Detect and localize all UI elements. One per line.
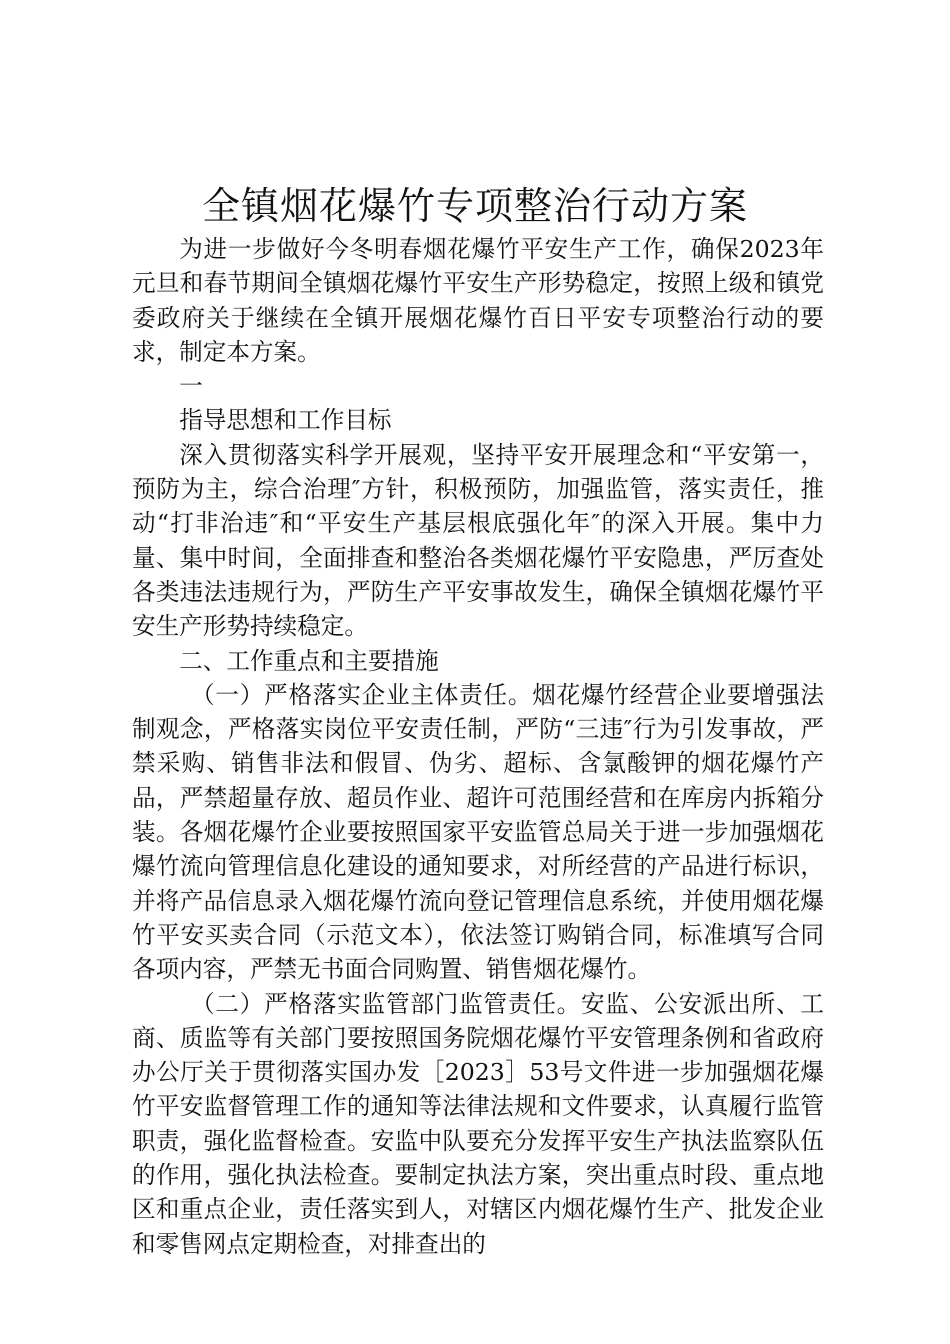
measure-paragraph-2: （二）严格落实监管部门监管责任。安监、公安派出所、工商、质监等有关部门要按照国务院烟花爆竹平安管理条例和省政府办公厅关于贯彻落实国办发［2023］53号文件进一步加强烟花爆竹平安监督管理工作的通知等法律法规和文件要求，认真履行监管职责，强化监督检查。安监中队要充分发挥平安生产执法监察队伍的作用，强化执法检查。要制定执法方案，突出重点时段、重点地区和重点企业，责任落实到人，对辖区内烟花爆竹生产、批发企业和零售网点定期检查，对排查出的 xyxy=(132,989,824,1258)
guiding-thought-paragraph: 深入贯彻落实科学开展观，坚持平安开展理念和“平安第一，预防为主，综合治理″方针，积极预防，加强监管，落实责任，推动“打非治违″和“平安生产基层根底强化年″的深入开展。集中力量、集中时间，全面排查和整治各类烟花爆竹平安隐患，严厉查处各类违法违规行为，严防生产平安事故发生，确保全镇烟花爆竹平安生产形势持续稳定。 xyxy=(132,440,824,641)
measure-paragraph-1: （一）严格落实企业主体责任。烟花爆竹经营企业要增强法制观念，严格落实岗位平安责任制，严防“三违″行为引发事故，严禁采购、销售非法和假冒、伪劣、超标、含氯酸钾的烟花爆竹产品，严禁超量存放、超员作业、超许可范围经营和在库房内拆箱分装。各烟花爆竹企业要按照国家平安监管总局关于进一步加强烟花爆竹流向管理信息化建设的通知要求，对所经营的产品进行标识，并将产品信息录入烟花爆竹流向登记管理信息系统，并使用烟花爆竹平安买卖合同（示范文本），依法签订购销合同，标准填写合同各项内容，严禁无书面合同购置、销售烟花爆竹。 xyxy=(132,680,824,984)
document-body xyxy=(132,232,824,1261)
section-number: 一 xyxy=(179,372,203,401)
section-heading-guiding-thought: 指导思想和工作目标 xyxy=(179,406,392,435)
intro-paragraph: 为进一步做好今冬明春烟花爆竹平安生产工作，确保2023年元旦和春节期间全镇烟花爆竹平安生产形势稳定，按照上级和镇党委政府关于继续在全镇开展烟花爆竹百日平安专项整治行动的要求，制定本方案。 xyxy=(132,235,824,366)
section-heading-key-measures: 二、工作重点和主要措施 xyxy=(179,646,439,675)
document-title: 全镇烟花爆竹专项整治行动方案 xyxy=(201,184,748,228)
